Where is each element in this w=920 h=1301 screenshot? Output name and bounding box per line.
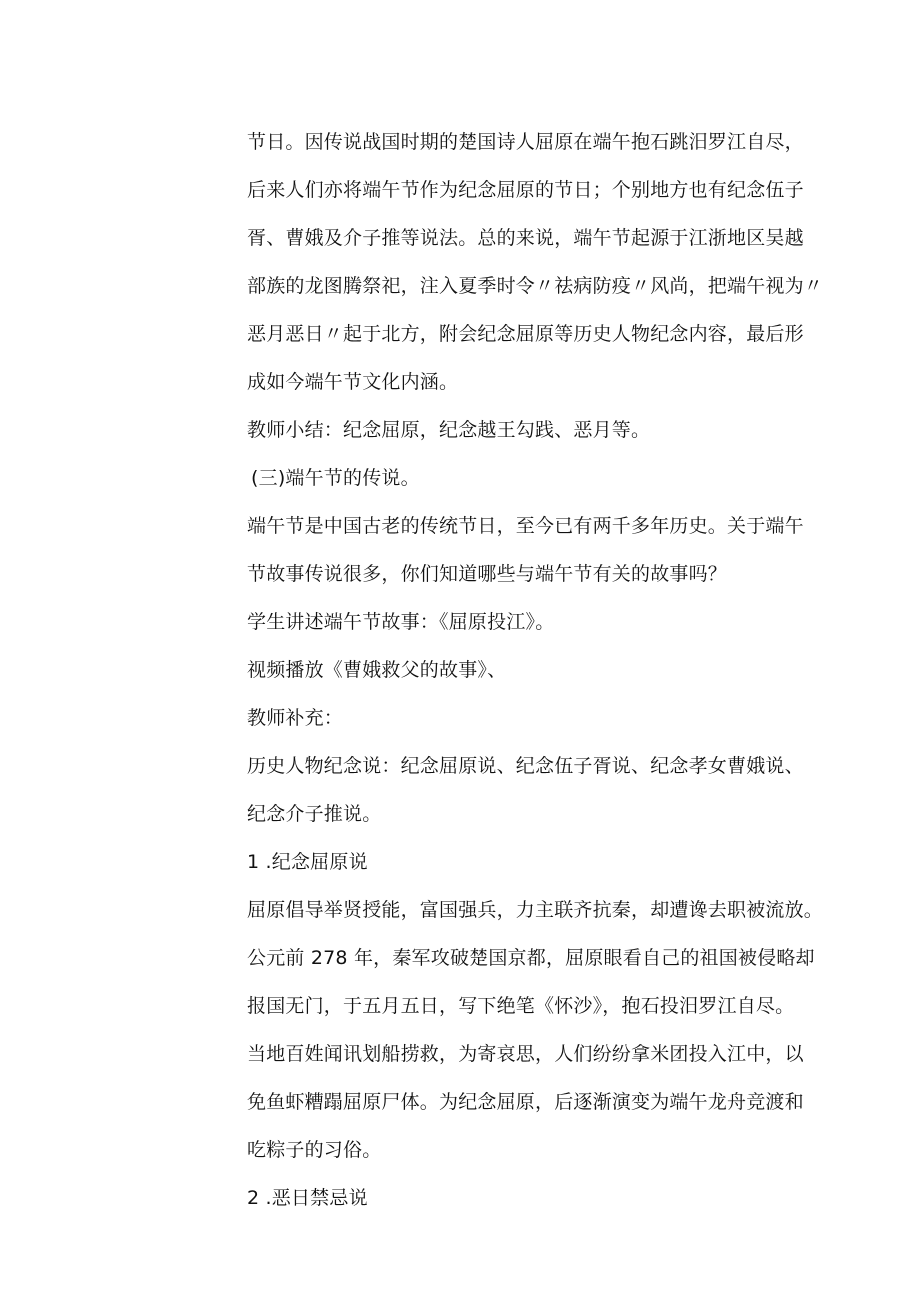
text-line: 免鱼虾糟蹋屈原尸体。为纪念屈原，后逐渐演变为端午龙舟竞渡和 [247, 1091, 804, 1113]
text-line: 屈原倡导举贤授能，富国强兵，力主联齐抗秦，却遭谗去职被流放。 [247, 899, 824, 921]
text-line: 历史人物纪念说：纪念屈原说、纪念伍子胥说、纪念孝女曹娥说、 [247, 755, 804, 777]
numbered-heading: 2 .恶日禁忌说 [247, 1187, 368, 1209]
text-line: 报国无门，于五月五日，写下绝笔《怀沙》，抱石投汨罗江自尽。 [247, 995, 795, 1017]
text-line: 学生讲述端午节故事：《屈原投江》。 [247, 611, 555, 633]
text-line: 端午节是中国古老的传统节日，至今已有两千多年历史。关于端午 [247, 515, 804, 537]
text-line: 部族的龙图腾祭祀，注入夏季时令〃祛病防疫〃风尚，把端午视为〃 [247, 275, 824, 297]
text-line: 节故事传说很多，你们知道哪些与端午节有关的故事吗？ [247, 563, 728, 585]
text-line: 视频播放《曹娥救父的故事》、 [247, 659, 507, 681]
text-line: 成如今端午节文化内涵。 [247, 371, 459, 393]
text-line: 恶月恶日〃起于北方，附会纪念屈原等历史人物纪念内容，最后形 [247, 323, 804, 345]
text-line: 后来人们亦将端午节作为纪念屈原的节日；个别地方也有纪念伍子 [247, 179, 804, 201]
section-heading: (三)端午节的传说。 [251, 467, 420, 489]
numbered-heading: 1 .纪念屈原说 [247, 851, 368, 873]
text-line: 纪念介子推说。 [247, 803, 382, 825]
text-line: 节日。因传说战国时期的楚国诗人屈原在端午抱石跳汨罗江自尽， [247, 131, 804, 153]
text-line: 当地百姓闻讯划船捞救，为寄哀思，人们纷纷拿米团投入江中，以 [247, 1043, 804, 1065]
text-line: 公元前 278 年，秦军攻破楚国京都，屈原眼看自己的祖国被侵略却 [247, 947, 815, 969]
text-line: 教师补充： [247, 707, 344, 729]
text-line: 吃粽子的习俗。 [247, 1139, 382, 1161]
text-line: 胥、曹娥及介子推等说法。总的来说，端午节起源于江浙地区吴越 [247, 227, 804, 249]
text-line: 教师小结：纪念屈原，纪念越王勾践、恶月等。 [247, 419, 651, 441]
